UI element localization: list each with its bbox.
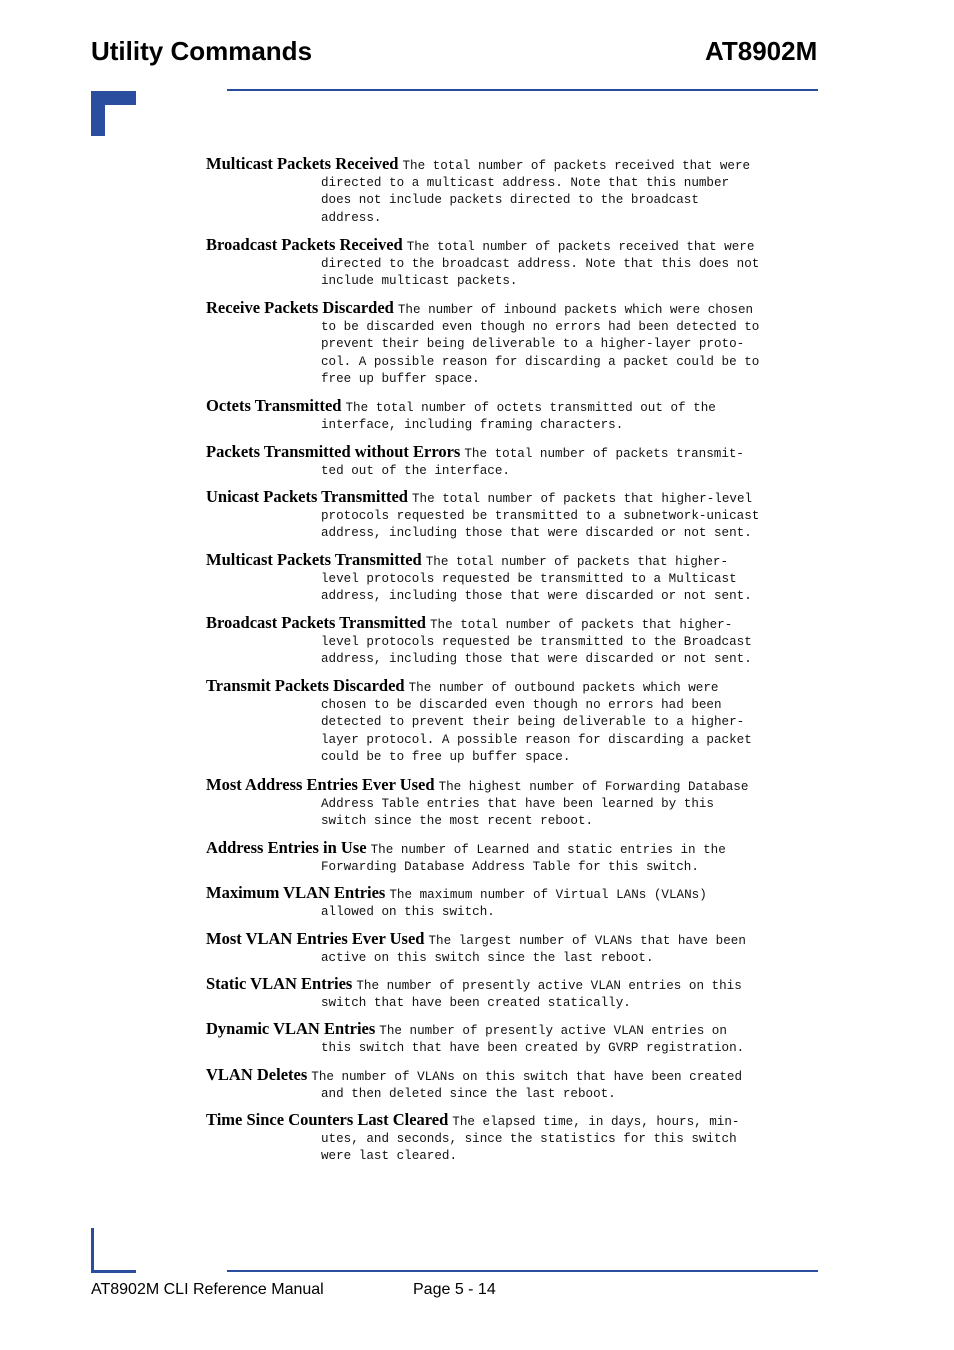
definition-text: allowed on this switch.: [321, 904, 495, 919]
definition-text: switch that have been created statically.: [321, 995, 631, 1010]
definition-entry: [206, 1066, 818, 1101]
definition-entry: [206, 839, 818, 874]
definition-text: level protocols requested be transmitted to a Multicast: [321, 571, 737, 586]
definition-entry: [206, 1111, 818, 1164]
corner-bracket-top-horizontal: [91, 91, 136, 105]
definition-line: [206, 1129, 818, 1147]
definition-text: Address Table entries that have been learned by this: [321, 796, 714, 811]
definition-text: The highest number of Forwarding Database: [438, 780, 749, 794]
definition-term: Broadcast Packets Transmitted: [206, 613, 426, 632]
definition-line: [206, 1146, 818, 1164]
definition-text: protocols requested be transmitted to a subnetwork-unicast: [321, 508, 760, 523]
definition-entry: [206, 884, 818, 919]
definition-line: [206, 208, 818, 226]
definition-line: [206, 839, 818, 857]
definition-line: [206, 1038, 818, 1056]
header-rule: [227, 89, 818, 91]
definition-line: [206, 586, 818, 604]
definition-entry: [206, 155, 818, 225]
definition-text: utes, and seconds, since the statistics for this switch: [321, 1131, 737, 1146]
definition-line: [206, 993, 818, 1011]
definition-line: [206, 488, 818, 506]
definition-entry: [206, 975, 818, 1010]
definition-text: does not include packets directed to the broadcast: [321, 193, 699, 208]
definition-text: The total number of packets that higher-level: [411, 492, 753, 506]
definition-text: The largest number of VLANs that have been: [428, 934, 746, 948]
definition-text: The number of presently active VLAN entries on this: [356, 979, 742, 993]
definition-term: Dynamic VLAN Entries: [206, 1019, 376, 1038]
definition-line: [206, 1084, 818, 1102]
definition-line: [206, 443, 818, 461]
definition-term: Maximum VLAN Entries: [206, 883, 386, 902]
definition-line: [206, 1111, 818, 1129]
definition-term: Most Address Entries Ever Used: [206, 775, 435, 794]
definition-text: detected to prevent their being deliverable to a higher-: [321, 715, 745, 730]
definition-text: col. A possible reason for discarding a packet could be to: [321, 354, 760, 369]
definition-entry: [206, 776, 818, 829]
definition-term: Multicast Packets Received: [206, 154, 399, 173]
definition-text: active on this switch since the last reboot.: [321, 950, 654, 965]
definition-text: include multicast packets.: [321, 274, 518, 289]
definition-text: The total number of packets transmit-: [464, 447, 744, 461]
definition-entry: [206, 299, 818, 387]
definition-entry: [206, 551, 818, 604]
definition-entry: [206, 236, 818, 289]
definition-line: [206, 902, 818, 920]
definition-line: [206, 975, 818, 993]
definition-line: [206, 649, 818, 667]
definition-line: [206, 317, 818, 335]
definition-line: [206, 236, 818, 254]
definition-line: [206, 506, 818, 524]
definition-text: address, including those that were discarded or not sent.: [321, 526, 752, 541]
definition-text: ted out of the interface.: [321, 463, 510, 478]
definition-text: The elapsed time, in days, hours, min-: [452, 1115, 740, 1129]
definition-entry: [206, 488, 818, 541]
definition-line: [206, 811, 818, 829]
definition-text: level protocols requested be transmitted to the Broadcast: [321, 634, 752, 649]
definition-line: [206, 397, 818, 415]
definition-line: [206, 299, 818, 317]
definition-term: Broadcast Packets Received: [206, 235, 403, 254]
definition-line: [206, 632, 818, 650]
definition-text: chosen to be discarded even though no errors had been: [321, 697, 722, 712]
definition-text: to be discarded even though no errors had been detected to: [321, 319, 760, 334]
definition-entry: [206, 930, 818, 965]
page-number: Page 5 - 14: [413, 1281, 496, 1298]
definition-text: address, including those that were discarded or not sent.: [321, 652, 752, 667]
definition-line: [206, 551, 818, 569]
definition-line: [206, 1066, 818, 1084]
definition-line: [206, 190, 818, 208]
definition-line: [206, 730, 818, 748]
definition-text: The total number of octets transmitted out of the: [345, 401, 716, 415]
definition-line: [206, 173, 818, 191]
definition-text: The number of outbound packets which were: [408, 681, 719, 695]
section-title: Utility Commands: [91, 36, 313, 66]
definition-line: [206, 369, 818, 387]
definition-text: interface, including framing characters.: [321, 417, 624, 432]
definition-line: [206, 155, 818, 173]
definition-text: The number of Learned and static entries in the: [370, 843, 726, 857]
definition-term: Receive Packets Discarded: [206, 298, 394, 317]
definition-term: Static VLAN Entries: [206, 974, 353, 993]
definition-term: Octets Transmitted: [206, 396, 342, 415]
definition-text: address.: [321, 210, 382, 225]
definition-text: switch since the most recent reboot.: [321, 814, 594, 829]
definition-text: layer protocol. A possible reason for discarding a packet: [321, 732, 752, 747]
definition-term: Transmit Packets Discarded: [206, 676, 405, 695]
definition-text: and then deleted since the last reboot.: [321, 1086, 616, 1101]
corner-bracket-bottom-horizontal: [91, 1270, 136, 1273]
definition-text: The number of inbound packets which were chosen: [397, 303, 754, 317]
definition-term: Time Since Counters Last Cleared: [206, 1110, 449, 1129]
definition-line: [206, 523, 818, 541]
definition-line: [206, 614, 818, 632]
footer-rule: [227, 1270, 818, 1272]
definition-term: Address Entries in Use: [206, 838, 367, 857]
definition-text: The maximum number of Virtual LANs (VLANs): [389, 888, 707, 902]
definition-text: The number of presently active VLAN entries on: [379, 1024, 727, 1038]
definition-line: [206, 776, 818, 794]
definition-line: [206, 747, 818, 765]
definition-line: [206, 271, 818, 289]
definition-text: The total number of packets received that were: [402, 159, 751, 173]
definition-text: prevent their being deliverable to a higher-layer proto-: [321, 337, 745, 352]
definition-line: [206, 254, 818, 272]
definition-line: [206, 415, 818, 433]
definition-text: directed to the broadcast address. Note that this does not: [321, 256, 760, 271]
definition-line: [206, 677, 818, 695]
definition-term: VLAN Deletes: [206, 1065, 308, 1084]
definition-line: [206, 461, 818, 479]
definition-text: this switch that have been created by GVRP registration.: [321, 1040, 745, 1055]
definition-line: [206, 884, 818, 902]
definition-line: [206, 1020, 818, 1038]
definition-entry: [206, 614, 818, 667]
definition-term: Most VLAN Entries Ever Used: [206, 929, 425, 948]
definition-line: [206, 930, 818, 948]
definition-entry: [206, 677, 818, 765]
definition-text: The total number of packets that higher-: [425, 555, 729, 569]
definition-text: free up buffer space.: [321, 372, 480, 387]
definition-line: [206, 569, 818, 587]
definition-line: [206, 857, 818, 875]
definition-entry: [206, 1020, 818, 1055]
definition-term: Packets Transmitted without Errors: [206, 442, 461, 461]
definition-text: could be to free up buffer space.: [321, 750, 571, 765]
definition-line: [206, 712, 818, 730]
definition-line: [206, 695, 818, 713]
definition-text: The total number of packets that higher-: [430, 618, 733, 632]
manual-title: AT8902M CLI Reference Manual: [91, 1281, 324, 1298]
definition-text: Forwarding Database Address Table for this switch.: [321, 859, 699, 874]
corner-bracket-bottom-vertical: [91, 1228, 94, 1273]
definition-entry: [206, 443, 818, 478]
definition-line: [206, 794, 818, 812]
definition-text: The total number of packets received that were: [406, 240, 755, 254]
definition-text: The number of VLANs on this switch that have been created: [311, 1070, 743, 1084]
definition-term: Multicast Packets Transmitted: [206, 550, 422, 569]
definition-line: [206, 352, 818, 370]
definition-line: [206, 948, 818, 966]
definition-text: were last cleared.: [321, 1149, 458, 1164]
definition-text: address, including those that were discarded or not sent.: [321, 589, 752, 604]
definition-text: directed to a multicast address. Note that this number: [321, 175, 730, 190]
definition-entry: [206, 397, 818, 432]
product-title: AT8902M: [705, 36, 818, 66]
definition-term: Unicast Packets Transmitted: [206, 487, 408, 506]
definition-line: [206, 334, 818, 352]
